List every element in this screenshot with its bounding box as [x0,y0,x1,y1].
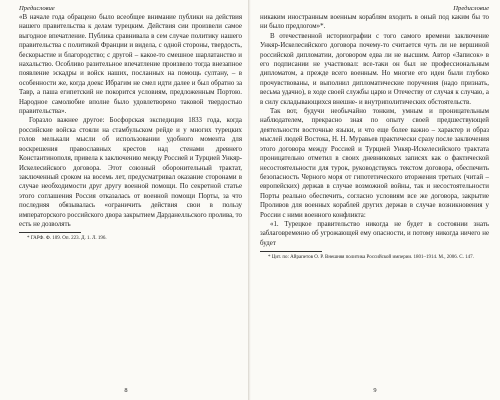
left-page [0,0,249,400]
footnote-rule [19,232,81,233]
footnote-rule [260,251,322,252]
body-paragraph: В отечественной историографии с того самого времени заключение Ункяр-Искелесийского договора почему-то считается чуть ли не вершиной российской дипломатии, договором едва ли не высшим. Автор «Записок» в его подписании не участвовал: все-таки он был не профессиональным дипломатом, а прежде всего военным. Но многие его идеи были глубоко прочувствованы, и выполнил дипломатические поручения (надо признать, весьма удачно), в ходе своей службы царю и Отечеству от случая к случаю, а в силу складывающихся внешне- и внутриполитических обстоятельств. [260,32,489,106]
page-number-left: 8 [124,387,128,394]
running-head-left: Предисловие [19,5,55,12]
right-page [249,0,500,400]
body-paragraph: никаким иностранным военным кораблям входить в оный под каким бы то ни было предлогом»*. [260,14,489,31]
body-paragraph: Горазло важнее другое: Босфорская экспедиция 1833 года, когда российские войска стояли на стамбульском рейде и у многих турецких голов мелькали мысли об использовании удобного момента для воскрешения православных крестов над стенами древнего Константинополя, привела к заключению между Россией и Турцией Ункяр-Искелесийского договора. Этот союзный оборонительный трактат, заключенный сроком на восемь лет, предусматривал оказание сторонами в случае необходимости друг другу военной помощи. По секретной статье этого соглашения Россия отказалась от военной помощи Порты, за что последняя обязывалась «ограничить действия свои в пользу императорского российского двора закрытием Дарданелльского пролива, то есть не дозволять [19,117,242,228]
footnote: * ГАРФ. Ф. 109. Оп. 223. Д. 1. Л. 196. [27,236,107,242]
book-gutter [248,0,251,400]
footnote: * Цит. по: Айрапетов О. Р. Внешняя политика Российской империи. 1801–1914. М., 2006. С. 147. [268,254,474,260]
body-paragraph: «В начале года обращено было всеобщее внимание публики на действия нашего правительства к делам турецким. Действия сии произвели самое выгодное впечатление. Публика сравнивала в сем случае политику нашего правительства с политикой Франции и видела, с одной стороны, твердость, бескорыстие и благородство; с другой – какое-то смешное шарлатанство и нахальство. Особливо разительное впечатление произвело тогда внезапное появление эскадры и войск наших, посланных на помощь султану, – в особенности же, когда доекс Ибрагим не смел идти далее и был обратно за Тавр, а паша египетский не покорится условиям, предложенным Портою. Народное самолюбие вполне было удовлетворено таковой твердостью правительства». [19,14,242,116]
running-head-right: Предисловие [453,5,489,12]
body-paragraph: Так вот, будучи необычайно тонким, умным и проницательным наблюдателем, прекрасно зная по опыту своей предшествующей деятельности восточные языки, и что еще более важно – характер и образ мыслей людей Востока, Н. Н. Муравьев практически сразу после заключения этого договора между Россией и Турцией Ункяр-Искелесийского трактата проницательно отметил в своих дневниковых записях как о фактической несостоятельности для турок, руководствуясь текстом договора, обеспечить безопасность Черного моря от гипотетического вторжения третьих (читай – европейских) держав в случае возможной войны, так и несостоятельности Порты реально обеспечить, согласно условиям все же договора, закрытие Проливов для военных кораблей других держав в случае возникновения у России с ними военного конфликта: [260,108,489,219]
page-number-right: 9 [373,387,377,394]
body-paragraph: «1. Турецкое правительство никогда не будет в состоянии знать заблаговременно об угрожающей ему опасности, и потому никогда ничего не будет [260,220,489,247]
